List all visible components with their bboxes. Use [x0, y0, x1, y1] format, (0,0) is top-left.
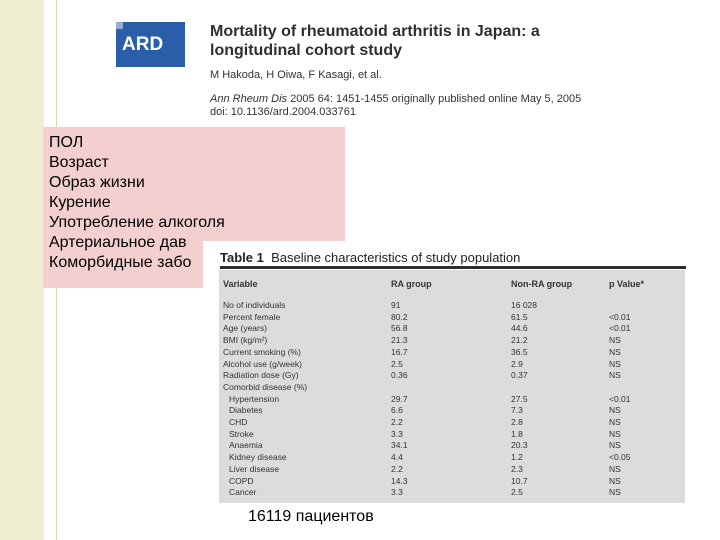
cell-ra: 16.7	[391, 346, 408, 357]
cell-p-value: <0.05	[609, 452, 631, 463]
paper-doi: doi: 10.1136/ard.2004.033761	[210, 106, 356, 118]
cell-ra: 3.3	[391, 428, 403, 439]
cell-ra: 34.1	[391, 440, 408, 451]
cell-p-value: NS	[609, 405, 621, 416]
cell-variable: Hypertension	[229, 393, 280, 404]
header-ra-group: RA group	[391, 279, 432, 289]
ard-logo-text: ARD	[122, 33, 164, 55]
table-caption-text: Baseline characteristics of study population	[271, 250, 521, 265]
cell-non-ra: 10.7	[511, 475, 528, 486]
cell-non-ra: 21.2	[511, 335, 528, 346]
cell-non-ra: 36.5	[511, 346, 528, 357]
table-row	[219, 359, 685, 370]
table-row	[219, 323, 685, 334]
cell-p-value: <0.01	[609, 311, 631, 322]
table-row	[219, 405, 685, 416]
cell-non-ra: 27.5	[511, 393, 528, 404]
risk-factor-item: Возраст	[49, 154, 109, 171]
cell-p-value: NS	[609, 335, 621, 346]
cell-ra: 91	[391, 300, 401, 310]
table-row	[219, 382, 685, 393]
cell-ra: 14.3	[391, 475, 408, 486]
cell-variable: Anaemia	[229, 440, 263, 451]
cell-ra: 80.2	[391, 311, 408, 322]
cell-p-value: NS	[609, 475, 621, 486]
table-row	[219, 417, 685, 428]
cell-ra: 6.6	[391, 405, 403, 416]
cell-non-ra: 2.9	[511, 358, 523, 369]
cell-non-ra: 7.3	[511, 405, 523, 416]
cell-non-ra: 2.8	[511, 417, 523, 427]
cell-ra: 4.4	[391, 452, 403, 463]
risk-factor-item: ПОЛ	[49, 134, 84, 151]
cell-variable: Percent female	[223, 311, 281, 322]
cell-variable: Comorbid disease (%)	[223, 381, 308, 392]
cell-variable: Cancer	[229, 487, 257, 498]
paper-authors: M Hakoda, H Oiwa, F Kasagi, et al.	[210, 69, 382, 81]
table-row	[219, 476, 685, 487]
cell-non-ra: 61.5	[511, 311, 528, 322]
cell-ra: 3.3	[391, 487, 403, 498]
table-row	[219, 335, 685, 346]
header-p-value: p Value*	[609, 279, 645, 289]
table-row	[219, 394, 685, 405]
table-caption	[220, 250, 520, 265]
table-row	[219, 452, 685, 463]
cell-variable: COPD	[229, 475, 254, 486]
cell-p-value: NS	[609, 440, 621, 451]
risk-factor-item: Коморбидные забо	[49, 254, 192, 271]
citation-details: 2005 64: 1451-1455 originally published online May 5, 2005	[290, 93, 582, 105]
cell-variable: CHD	[229, 417, 248, 427]
cell-ra: 2.2	[391, 417, 403, 427]
journal-name: Ann Rheum Dis	[210, 93, 288, 105]
cell-variable: Radiation dose (Gy)	[223, 370, 299, 381]
table-body	[219, 270, 685, 503]
risk-factor-item: Курение	[49, 194, 111, 211]
cell-non-ra: 44.6	[511, 323, 528, 334]
cell-non-ra: 2.5	[511, 487, 523, 498]
cell-variable: BMI (kg/m²)	[223, 335, 268, 346]
cell-non-ra: 2.3	[511, 463, 523, 474]
cell-non-ra: 1.2	[511, 452, 523, 463]
cell-p-value: NS	[609, 370, 621, 381]
paper-citation	[210, 93, 581, 119]
cell-variable: Stroke	[229, 428, 254, 439]
left-decor-strip	[0, 0, 44, 540]
cell-ra: 0.36	[391, 370, 408, 381]
cell-ra: 2.2	[391, 463, 403, 474]
table-row	[219, 440, 685, 451]
cell-variable: Age (years)	[223, 323, 267, 334]
cell-variable: Diabetes	[229, 405, 263, 416]
table-row	[219, 312, 685, 323]
cell-ra: 21.3	[391, 335, 408, 346]
risk-factor-item: Употребление алкоголя	[49, 214, 225, 231]
cell-p-value: NS	[609, 417, 621, 427]
cell-p-value: NS	[609, 463, 621, 474]
cell-non-ra: 20.3	[511, 440, 528, 451]
table-row	[219, 429, 685, 440]
cell-variable: Kidney disease	[229, 452, 287, 463]
cell-variable: Current smoking (%)	[223, 346, 301, 357]
cell-ra: 29.7	[391, 393, 408, 404]
table-label: Table 1	[220, 250, 264, 265]
table-row	[219, 487, 685, 498]
cell-non-ra: 1.8	[511, 428, 523, 439]
cell-p-value: NS	[609, 487, 621, 498]
cell-p-value: <0.01	[609, 393, 631, 404]
header-variable: Variable	[223, 279, 258, 289]
table-row	[219, 370, 685, 381]
cell-p-value: NS	[609, 358, 621, 369]
patient-count: 16119 пациентов	[248, 508, 374, 525]
table-row	[219, 464, 685, 475]
cell-p-value: NS	[609, 346, 621, 357]
cell-variable: No of individuals	[223, 300, 286, 310]
header-non-ra-group: Non-RA group	[511, 279, 573, 289]
cell-p-value: NS	[609, 428, 621, 439]
table-row	[219, 300, 685, 311]
ard-logo	[116, 22, 185, 67]
risk-factor-item: Артериальное дав	[49, 234, 187, 251]
table-row	[219, 347, 685, 358]
table-rule	[220, 266, 686, 269]
risk-factor-item: Образ жизни	[49, 174, 145, 191]
cell-ra: 56.8	[391, 323, 408, 334]
cell-non-ra: 0.37	[511, 370, 528, 381]
cell-variable: Alcohol use (g/week)	[223, 358, 302, 369]
cell-p-value: <0.01	[609, 323, 631, 334]
baseline-table	[203, 241, 686, 503]
cell-variable: Liver disease	[229, 463, 280, 474]
cell-ra: 2.5	[391, 358, 403, 369]
paper-title: Mortality of rheumatoid arthritis in Japan: a longitudinal cohort study	[210, 23, 540, 59]
cell-non-ra: 16 028	[511, 300, 537, 310]
